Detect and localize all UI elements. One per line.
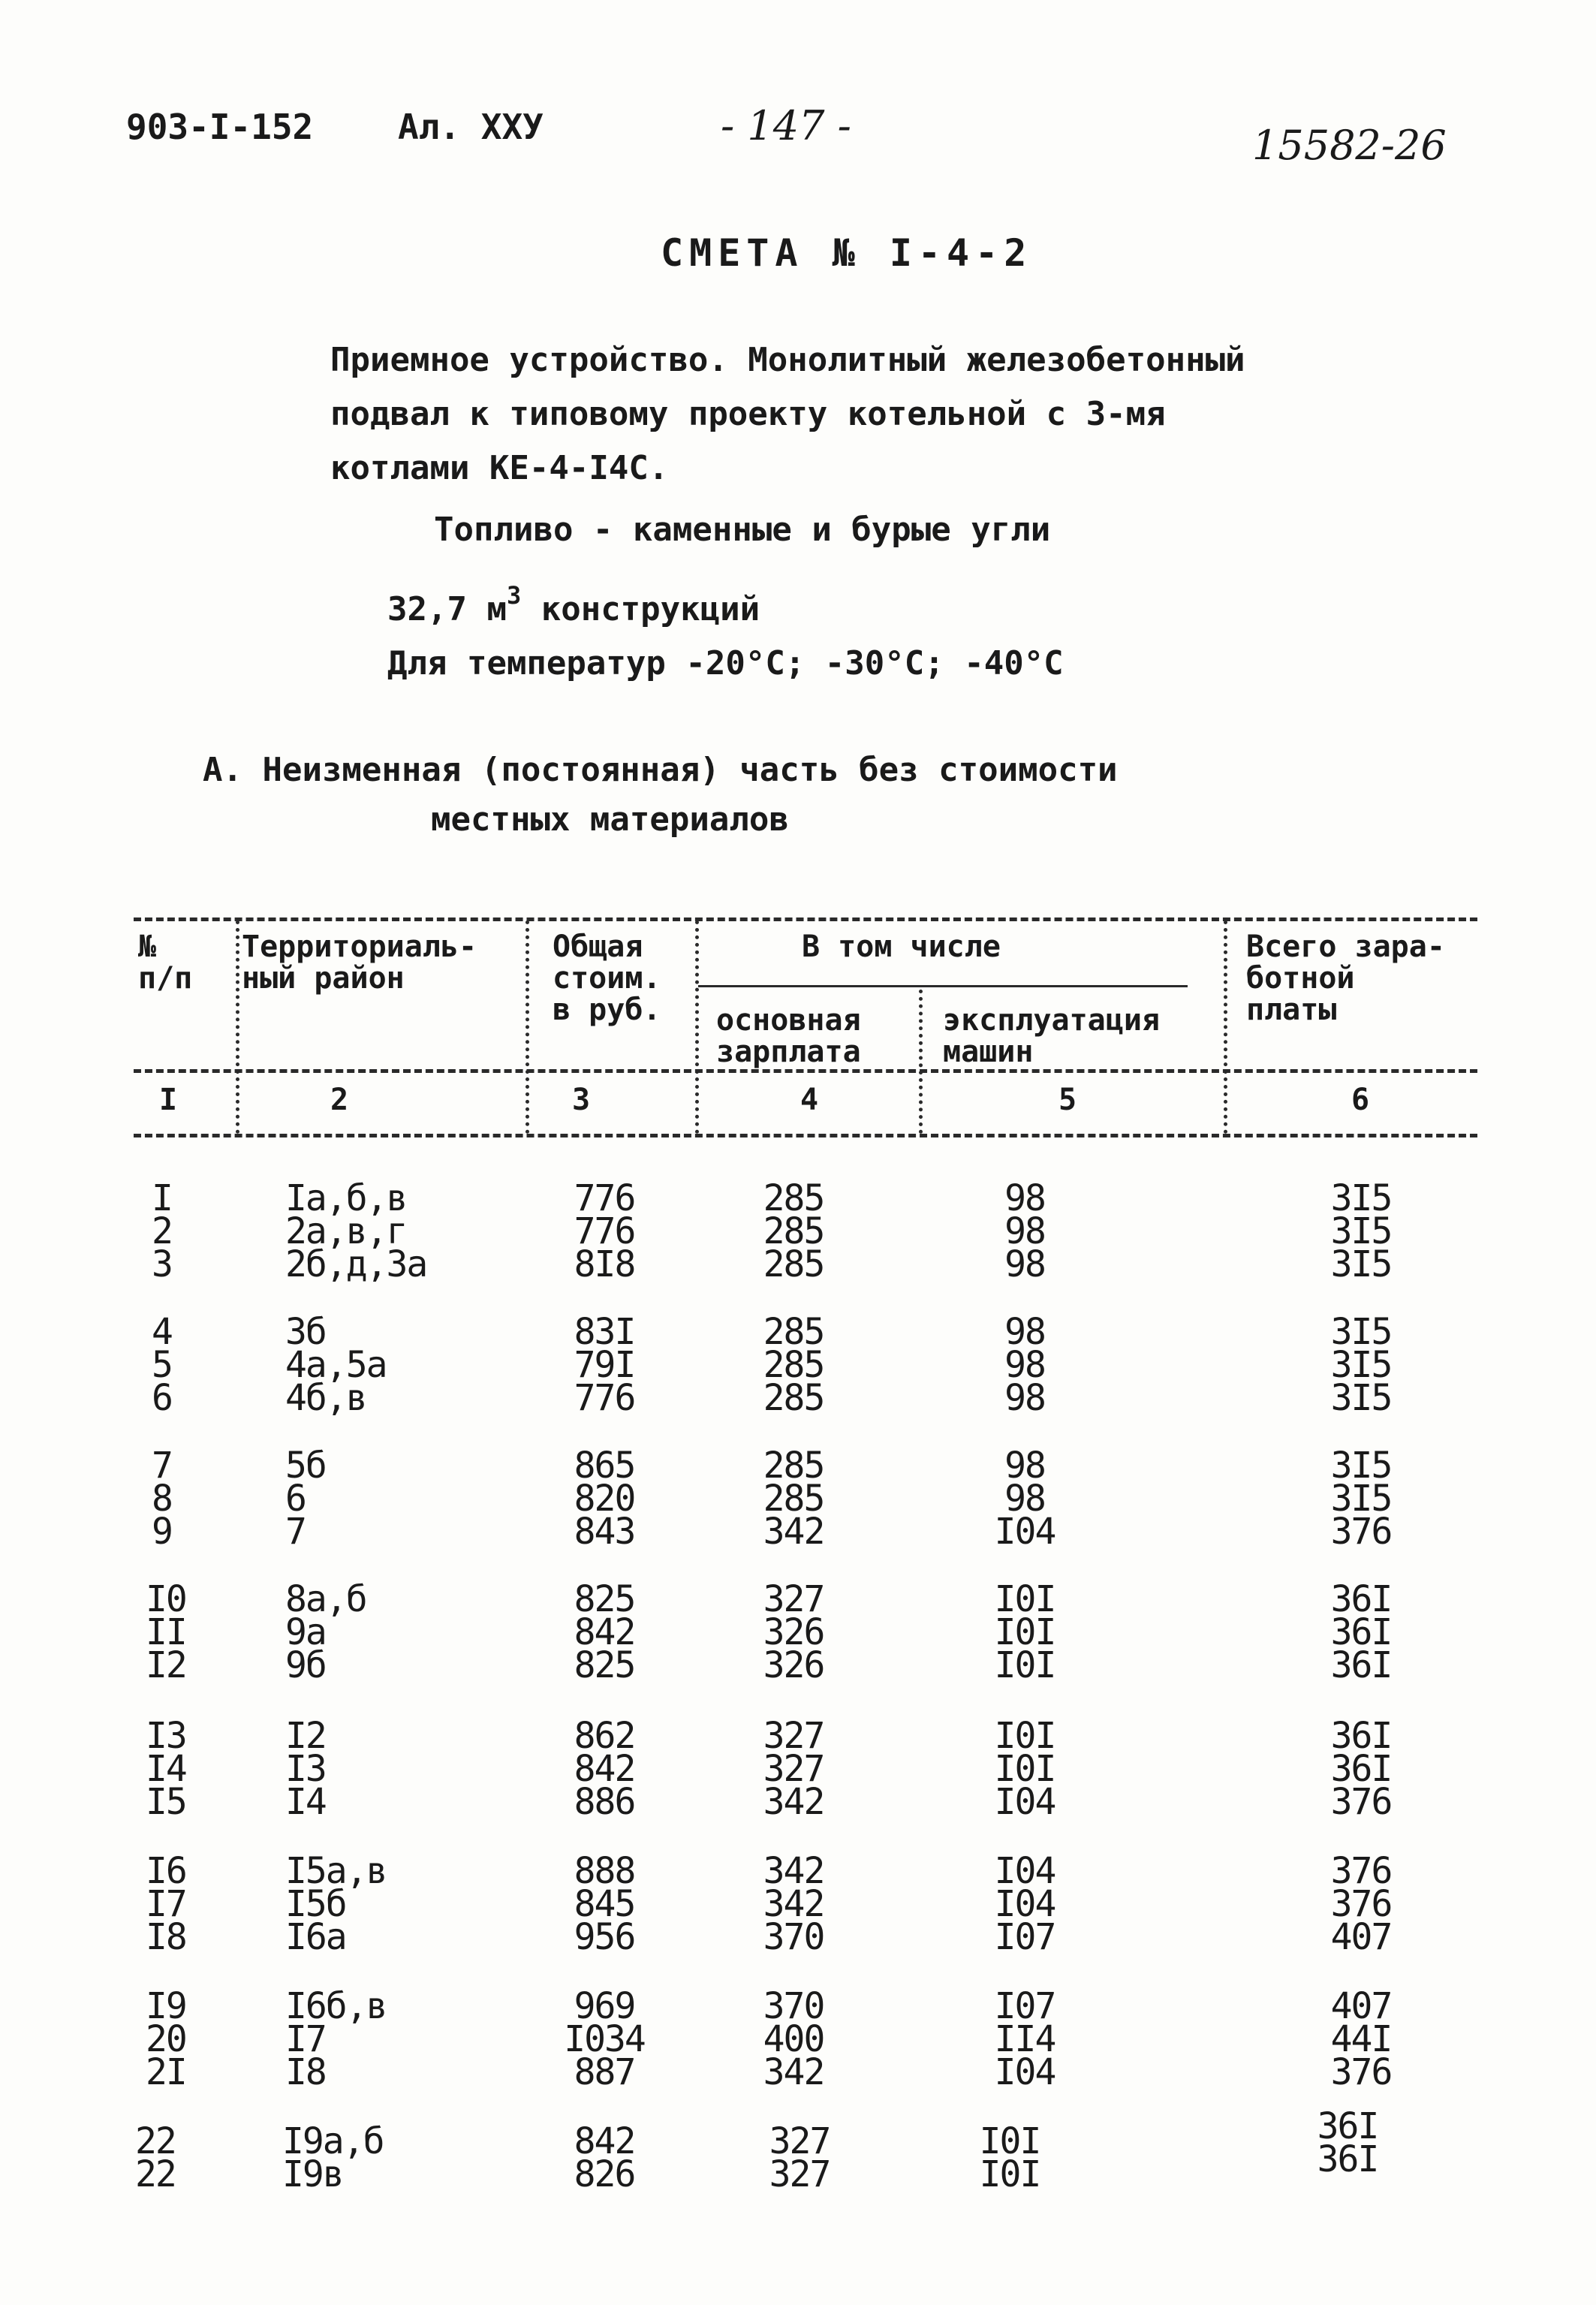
document-code: 903-I-152	[126, 107, 314, 147]
header-total-cost: Общая стоим. в руб.	[553, 930, 661, 1027]
volume-value: 32,7 м	[387, 590, 507, 628]
row-wage-totals: 376 376 407	[1330, 1850, 1392, 1958]
row-wage-totals: 36I 36I 36I	[1330, 1578, 1392, 1686]
row-base-wages: 285 285 285	[763, 1177, 824, 1285]
description-line-2: подвал к типовому проекту котельной с 3-мя	[330, 395, 1166, 433]
row-machine-costs: 98 98 98	[1004, 1177, 1045, 1285]
row-numbers: 22 22	[135, 2120, 176, 2195]
column-separator-4	[919, 990, 923, 1134]
table-top-rule	[134, 917, 1477, 921]
row-numbers: I3 I4 I5	[146, 1715, 186, 1823]
row-regions: I6б,в I7 I8	[285, 1985, 387, 2093]
row-machine-costs: I0I I0I	[979, 2120, 1040, 2195]
row-wage-totals: 3I5 3I5 3I5	[1330, 1177, 1392, 1285]
row-base-wages: 370 400 342	[763, 1985, 824, 2093]
row-regions: Iа,б,в 2а,в,г 2б,д,3а	[285, 1177, 427, 1285]
column-separator-2	[525, 920, 529, 1134]
row-machine-costs: 98 98 I04	[994, 1445, 1055, 1553]
description-line-3: котлами КЕ-4-I4С.	[330, 449, 669, 487]
row-base-wages: 285 285 342	[763, 1445, 824, 1553]
volume-unit: конструкций	[541, 590, 760, 628]
row-regions: I2 I3 I4	[285, 1715, 326, 1823]
row-base-wages: 327 327 342	[763, 1715, 824, 1823]
row-numbers: I6 I7 I8	[146, 1850, 186, 1958]
row-total-costs: 776 776 8I8	[574, 1177, 635, 1285]
sheet-code: 15582-26	[1252, 122, 1447, 169]
row-numbers: I9 20 2I	[146, 1985, 186, 2093]
row-numbers: 4 5 6	[152, 1311, 172, 1419]
column-separator-5	[1224, 920, 1227, 1134]
volume-line	[387, 583, 760, 639]
column-number-6: 6	[1351, 1083, 1370, 1117]
column-separator-1	[236, 920, 239, 1134]
row-base-wages: 327 327	[769, 2120, 830, 2195]
row-numbers: 7 8 9	[152, 1445, 172, 1553]
row-total-costs: 969 I034 887	[564, 1985, 645, 2093]
row-wage-totals: 36I 36I	[1317, 2105, 1378, 2180]
row-wage-totals: 3I5 3I5 376	[1330, 1445, 1392, 1553]
description-line-1: Приемное устройство. Монолитный железобетонный	[330, 341, 1245, 379]
row-total-costs: 862 842 886	[574, 1715, 635, 1823]
row-total-costs: 842 826	[574, 2120, 635, 2195]
header-including: В том числе	[802, 930, 1001, 964]
column-number-1: I	[159, 1083, 178, 1117]
row-machine-costs: 98 98 98	[1004, 1311, 1045, 1419]
column-numbers-bottom-rule	[134, 1134, 1477, 1137]
group-header-rule	[698, 985, 1188, 987]
row-base-wages: 327 326 326	[763, 1578, 824, 1686]
row-wage-totals: 36I 36I 376	[1330, 1715, 1392, 1823]
row-machine-costs: I04 I04 I07	[994, 1850, 1055, 1958]
header-region: Территориаль- ный район	[242, 930, 477, 996]
estimate-title: СМЕТА № I-4-2	[661, 231, 1033, 275]
header-number: № п/п	[138, 930, 193, 996]
column-number-2: 2	[330, 1083, 349, 1117]
fuel-line: Топливо - каменные и бурые угли	[434, 511, 1051, 549]
row-wage-totals: 3I5 3I5 3I5	[1330, 1311, 1392, 1419]
volume-superscript: 3	[506, 581, 522, 610]
column-number-3: 3	[572, 1083, 591, 1117]
row-numbers: I 2 3	[152, 1177, 172, 1285]
row-base-wages: 342 342 370	[763, 1850, 824, 1958]
column-number-4: 4	[800, 1083, 819, 1117]
row-regions: 5б 6 7	[285, 1445, 326, 1553]
row-regions: 8а,б 9а 9б	[285, 1578, 366, 1686]
row-total-costs: 888 845 956	[574, 1850, 635, 1958]
row-machine-costs: I0I I0I I0I	[994, 1578, 1055, 1686]
row-base-wages: 285 285 285	[763, 1311, 824, 1419]
row-total-costs: 825 842 825	[574, 1578, 635, 1686]
section-heading-line-1: А. Неизменная (постоянная) часть без стоимости	[203, 751, 1118, 789]
header-base-wage: основная зарплата	[716, 1003, 861, 1069]
row-numbers: I0 II I2	[146, 1578, 186, 1686]
row-regions: I9а,б I9в	[282, 2120, 384, 2195]
row-machine-costs: I0I I0I I04	[994, 1715, 1055, 1823]
page-number: - 147 -	[721, 102, 851, 149]
row-regions: I5а,в I5б I6а	[285, 1850, 387, 1958]
header-bottom-rule	[134, 1069, 1477, 1073]
header-total-wage: Всего зара- ботной платы	[1246, 930, 1445, 1027]
header-machine-operation: эксплуатация машин	[943, 1003, 1160, 1069]
row-total-costs: 865 820 843	[574, 1445, 635, 1553]
temperature-line: Для температур -20°С; -30°С; -40°С	[387, 644, 1064, 682]
row-wage-totals: 407 44I 376	[1330, 1985, 1392, 2093]
section-heading-line-2: местных материалов	[431, 800, 789, 839]
column-number-5: 5	[1058, 1083, 1077, 1117]
row-total-costs: 83I 79I 776	[574, 1311, 635, 1419]
album-number: Ал. XXУ	[398, 107, 544, 147]
row-machine-costs: I07 II4 I04	[994, 1985, 1055, 2093]
column-separator-3	[695, 920, 699, 1134]
row-regions: 3б 4а,5а 4б,в	[285, 1311, 387, 1419]
